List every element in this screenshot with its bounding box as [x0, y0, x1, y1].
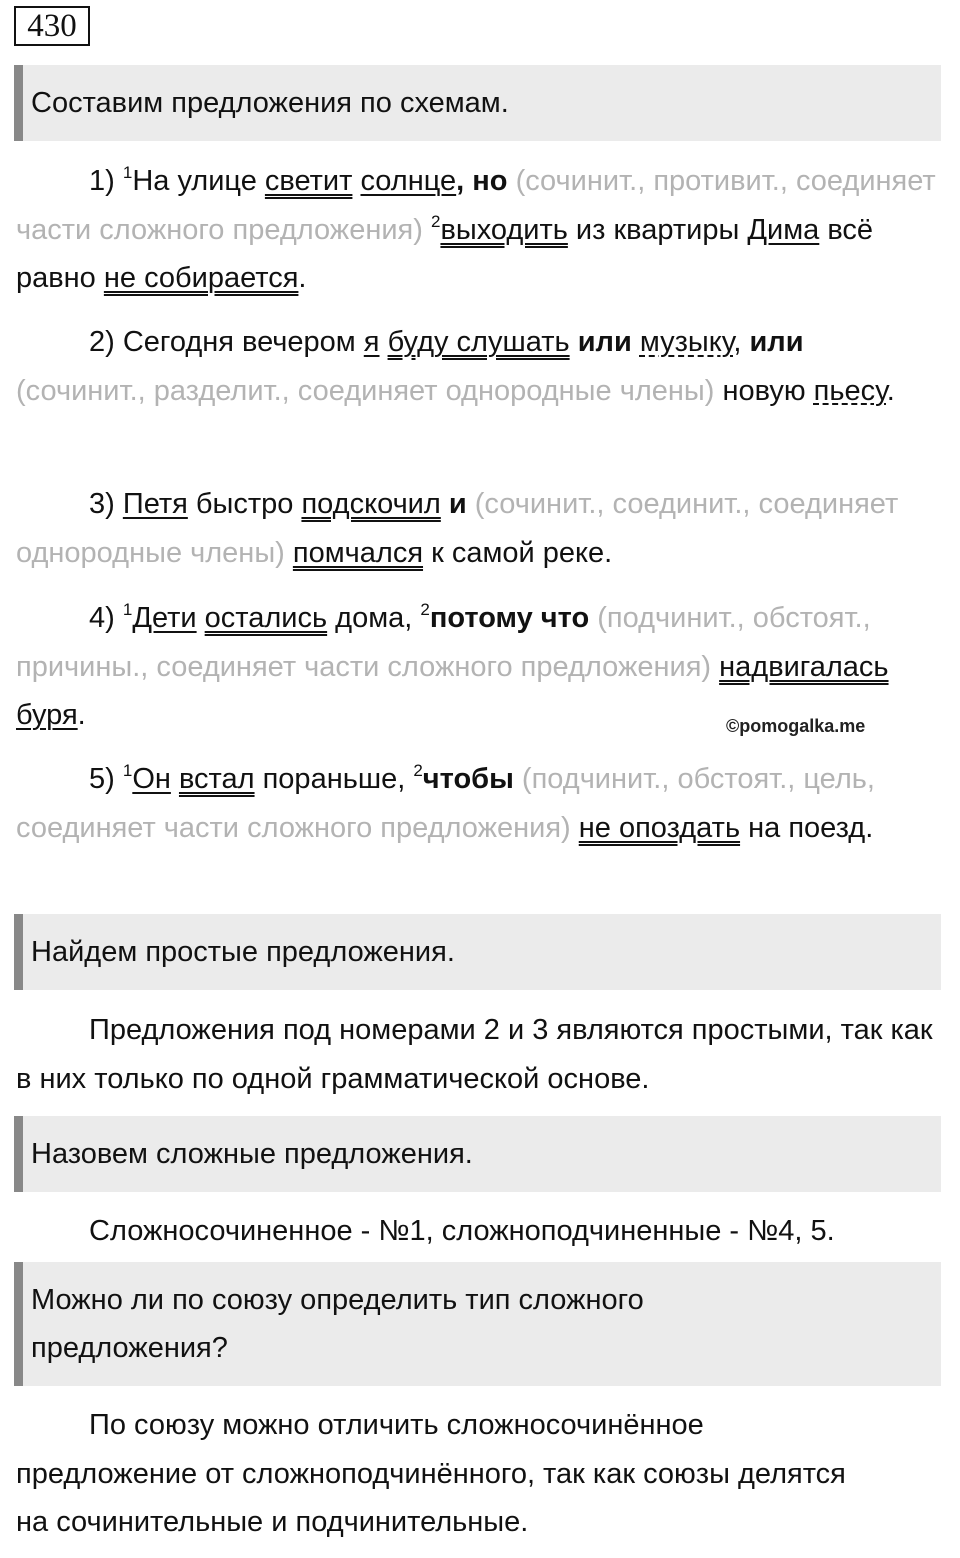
subject: Дети — [132, 602, 197, 634]
subject: я — [363, 326, 380, 358]
object: пьесу — [813, 374, 887, 407]
answer-complex: Сложносочиненное - №1, сложноподчиненные - №4, 5. — [89, 1215, 835, 1247]
section-header — [14, 1262, 941, 1386]
predicate: надвигалась — [719, 650, 889, 683]
watermark: ©pomogalka.me — [726, 716, 866, 736]
predicate: светит — [264, 165, 353, 197]
sentence-5: 5) $^1$Он встал пораньше, $^2$чтобы (подчинит., обстоят., цель, соединяет части сложного предложения) не опоздать на поезд. — [16, 761, 875, 844]
grammar-note: (сочинит., соединит., соединяет однородные члены) — [16, 488, 899, 569]
grammar-note: (сочинит., противит., соединяет части сложного предложения) — [16, 165, 936, 246]
section-header-text: Назовем сложные предложения. — [31, 1138, 473, 1170]
answer-simple: Предложения под номерами 2 и 3 являются простыми, так как в них только по одной грамматической основе. — [16, 1014, 933, 1095]
section-header-text: Можно ли по союзу определить тип сложного предложения? — [31, 1284, 644, 1364]
conjunction: чтобы — [422, 763, 514, 795]
sentence-1: 1) $^1$На улице светит солнце, но (сочинит., противит., соединяет части сложного предложения) $^2$выходить из квартиры Дима всё равно не собирается. — [16, 163, 936, 294]
sentence-4: 4) $^1$Дети остались дома, $^2$потому что (подчинит., обстоят., причины., соединяет части сложного предложения) надвигалась буря. — [16, 600, 889, 731]
predicate: не собирается — [103, 262, 299, 294]
section-header — [14, 914, 941, 990]
grammar-note: (сочинит., разделит., соединяет однородные члены) — [16, 374, 715, 407]
object: музыку — [639, 326, 734, 358]
predicate: помчался — [292, 536, 424, 569]
subject: буря — [16, 699, 78, 731]
predicate: встал — [178, 763, 255, 795]
subject: Петя — [122, 488, 188, 520]
answer-by-conjunction: По союзу можно отличить сложносочинённое предложение от сложноподчинённого, так как союзы делятся на сочинительные и подчинительные. — [16, 1409, 846, 1538]
grammar-note: (подчинит., обстоят., цель, соединяет части сложного предложения) — [16, 763, 875, 844]
conjunction: но — [472, 165, 508, 197]
subject: солнце — [360, 165, 457, 197]
task-number-box: 430 — [14, 6, 90, 46]
section-header — [14, 65, 941, 141]
section-header-text: Составим предложения по схемам. — [31, 87, 509, 119]
subject: Он — [132, 763, 171, 795]
conjunction: или — [749, 326, 804, 358]
section-header — [14, 1116, 941, 1192]
conjunction: и — [448, 488, 467, 520]
sentence-2: 2) Сегодня вечером я буду слушать или музыку, или (сочинит., разделит., соединяет однородные члены) новую пьесу. — [16, 326, 895, 407]
conjunction: или — [577, 326, 632, 358]
predicate: буду слушать — [387, 326, 570, 358]
subject: Дима — [747, 213, 820, 246]
predicate: не опоздать — [578, 811, 741, 844]
section-header-text: Найдем простые предложения. — [31, 936, 455, 968]
grammar-note: (подчинит., обстоят., причины., соединяет части сложного предложения) — [16, 602, 871, 683]
predicate: остались — [204, 602, 328, 634]
predicate: подскочил — [301, 488, 441, 520]
predicate: выходить — [440, 213, 568, 246]
sentence-3: 3) Петя быстро подскочил и (сочинит., соединит., соединяет однородные члены) помчался к самой реке. — [16, 488, 899, 569]
conjunction: потому что — [429, 602, 590, 634]
